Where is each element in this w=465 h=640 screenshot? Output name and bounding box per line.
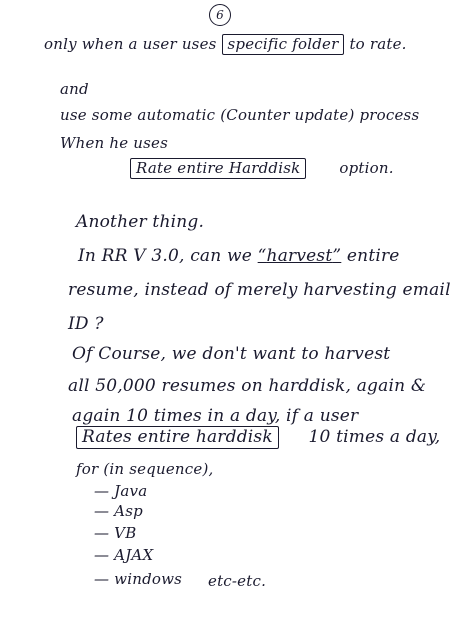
line-10-times: again 10 times in a day, if a user bbox=[72, 406, 359, 426]
page-number: 6 bbox=[209, 4, 231, 26]
list-item: — Asp bbox=[94, 502, 143, 520]
line-1 bbox=[44, 34, 407, 55]
list-item: — Java bbox=[94, 482, 148, 500]
line-rr-v3-text: In RR V 3.0, can we bbox=[78, 246, 253, 266]
line-rr-v3 bbox=[78, 248, 400, 265]
harvest-word: “ harvest ” bbox=[258, 246, 342, 266]
list-item: — VB bbox=[94, 524, 137, 542]
line-50000-resumes: all 50,000 resumes on harddisk, again & bbox=[68, 376, 427, 396]
times-a-day-text: 10 times a day, bbox=[308, 427, 441, 447]
line-automatic-process: use some automatic (Counter update) process bbox=[60, 106, 420, 124]
line-and: and bbox=[60, 80, 89, 98]
line-resume: resume, instead of merely harvesting email bbox=[68, 280, 451, 300]
option-text: option. bbox=[339, 159, 394, 177]
line-rr-v3-end: entire bbox=[346, 246, 400, 266]
rates-entire-harddisk-box: Rates entire harddisk bbox=[76, 426, 279, 449]
line-1-end: to rate. bbox=[349, 35, 407, 53]
line-rates-harddisk bbox=[76, 426, 440, 449]
rate-entire-harddisk-box: Rate entire Harddisk bbox=[130, 158, 306, 179]
specific-folder-box: specific folder bbox=[222, 34, 345, 55]
line-for-in-sequence: for (in sequence), bbox=[76, 460, 214, 478]
line-of-course: Of Course, we don't want to harvest bbox=[72, 344, 391, 364]
line-1-text: only when a user uses bbox=[44, 35, 217, 53]
etc-text: etc-etc. bbox=[208, 572, 267, 590]
list-item: — windows bbox=[94, 570, 183, 588]
line-id: ID ? bbox=[68, 314, 104, 334]
list-item: — AJAX bbox=[94, 546, 154, 564]
line-rate-harddisk bbox=[130, 158, 394, 179]
line-when-he-uses: When he uses bbox=[60, 134, 169, 152]
line-another-thing: Another thing. bbox=[76, 212, 205, 232]
